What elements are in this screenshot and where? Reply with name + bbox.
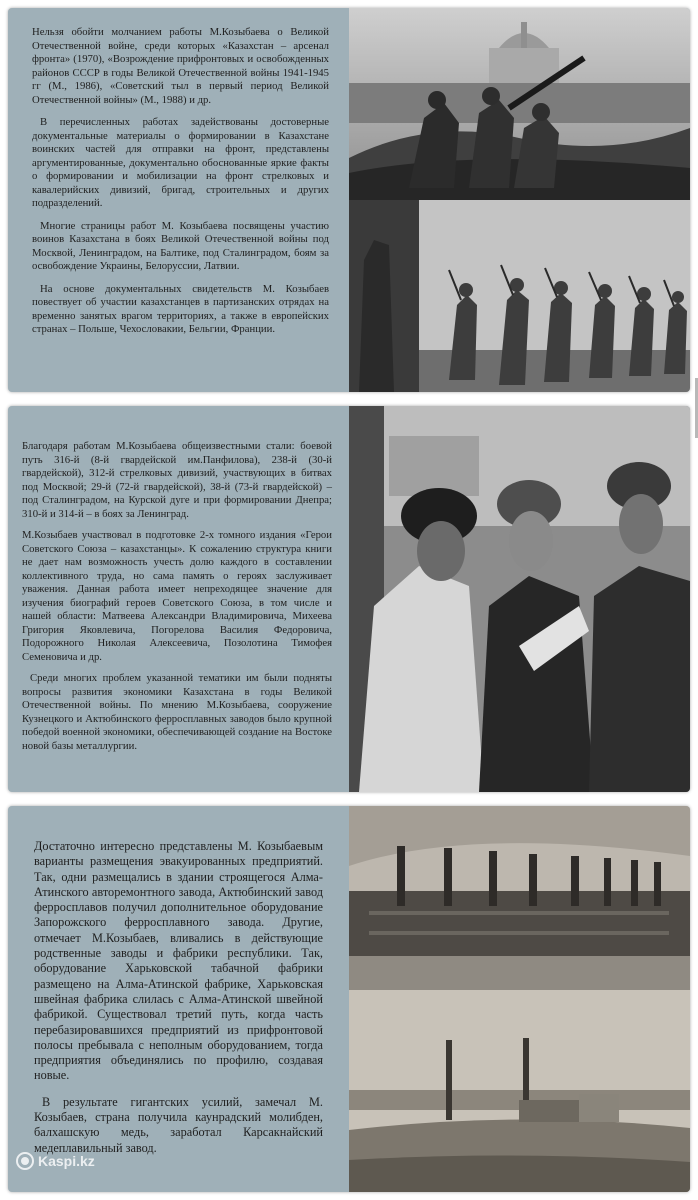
card-3-text — [8, 806, 349, 1192]
article-card-1 — [8, 8, 690, 392]
card-2-text — [8, 406, 349, 792]
paragraph: Нельзя обойти молчанием работы М.Козыбаева о Великой Отечественной войне, среди которых «Казахстан – арсенал фронта» (1970), «Возрождение прифронтовых и освобожденных районов СССР в годы Великой Отечественной войны 1941-1945 гг (М., 1986), «Советский тыл в первый период Великой Отечественной войны» (М., 1988) и др. — [32, 26, 329, 106]
card-1-text — [8, 8, 349, 392]
paragraph: Достаточно интересно представлены М. Козыбаевым варианты размещения эвакуированных предприятий. Так, одни размещались в здании строящегося Алма-Атинского авторемонтного завода, Актюбинский завод ферросплавов получил дополнительное оборудование Запорожского ферросплавного завода. Другие, отмечает М.Козыбаев, вливались в действующие родственные заводы и фабрики республики. Так, оборудование Харьковской табачной фабрики размещено на Алма-Атинской фабрике, Харьковская швейная фабрика слилась с Алма-Атинской швейной фабрикой. Существовал третий путь, когда часть перебазировавшихся предприятий из прифронтовой полосы пребывала с неполным оборудованием, тогда предприятия объединялись по профилю, создавая новые. — [34, 839, 323, 1083]
paragraph: Многие страницы работ М. Козыбаева посвящены участию воинов Казахстана в боях Великой Отечественной войны под Москвой, Ленинградом, на Балтике, под Сталинградом, боям за освобождение Украины, Белоруссии, Латвии. — [32, 219, 329, 272]
watermark-text: Kaspi.kz — [38, 1153, 95, 1169]
paragraph: В перечисленных работах задействованы достоверные документальные материалы о формировании в Казахстане воинских частей для отправки на фронт, представлены аргументированные, документально обоснованные яркие факты о формировании и мобилизации на фронт стрелковых и кавалерийских дивизий, бригад, строительных и других подразделений. — [32, 116, 329, 209]
article-card-3 — [8, 806, 690, 1192]
paragraph: М.Козыбаев участвовал в подготовке 2-х томного издания «Герои Советского Союза – казахстанцы». К сожалению структура книги не дает нам возможность учесть долю каждого в составлении коллективного труда, но сама память о героях заслуживает уважения. Данная работа имеет непреходящее значение для изучения биографий героев Советского Союза, в том числе и нашей области: Матвеева Александри Владимировича, Михеева Григория Яковлевича, Погорелова Василия Федоровича, Подорожного Николая Алексеевича, Позолотина Тимофея Семеновича и др. — [22, 529, 332, 663]
watermark — [16, 1152, 95, 1170]
paragraph: Благодаря работам М.Козыбаева общеизвестными стали: боевой путь 316-й (8-й гвардейской им.Панфилова), 238-й (30-й гвардейской), 312-й стрелковых дивизий, участвующих в битвах под Москвой; 29-й (72-й гвардейской), 38-й (73-й гвардейской) – под Сталинградом, на Курской дуге и при формировании Днепра; 310-й и 314-й – в боях за Ленинград. — [22, 440, 332, 520]
photo-soldiers-machine-gun — [349, 8, 690, 200]
paragraph: На основе документальных свидетельств М. Козыбаев повествует об участии казахстанцев в партизанских отрядах на временно занятых врагом территориях, а также в европейских странах – Польше, Чехословакии, Бельгии, Франции. — [32, 282, 329, 335]
card-3-photos — [349, 806, 690, 1192]
card-2-photos — [349, 406, 690, 792]
kaspi-logo-icon — [16, 1152, 34, 1170]
article-card-2 — [8, 406, 690, 792]
photo-marching-soldiers — [349, 200, 690, 392]
card-1-photos — [349, 8, 690, 392]
paragraph: В результате гигантских усилий, замечал М. Козыбаев, страна получила каунрадский молибден, балхашскую медь, заработал Карсакнайский медеплавильный завод. — [34, 1094, 323, 1155]
photo-three-officers — [349, 406, 690, 792]
photo-industrial-plant — [349, 990, 690, 1192]
paragraph: Среди многих проблем указанной тематики им были подняты вопросы развития экономики Казахстана в годы Великой Отечественной войны. По мнению М.Козыбаева, сооружение Кузнецкого и Актюбинского ферросплавных заводов было крупной победой военной экономики, обеспечивающей создание на Востоке новой базы металлургии. — [22, 672, 332, 752]
photo-factory-chimneys — [349, 806, 690, 990]
